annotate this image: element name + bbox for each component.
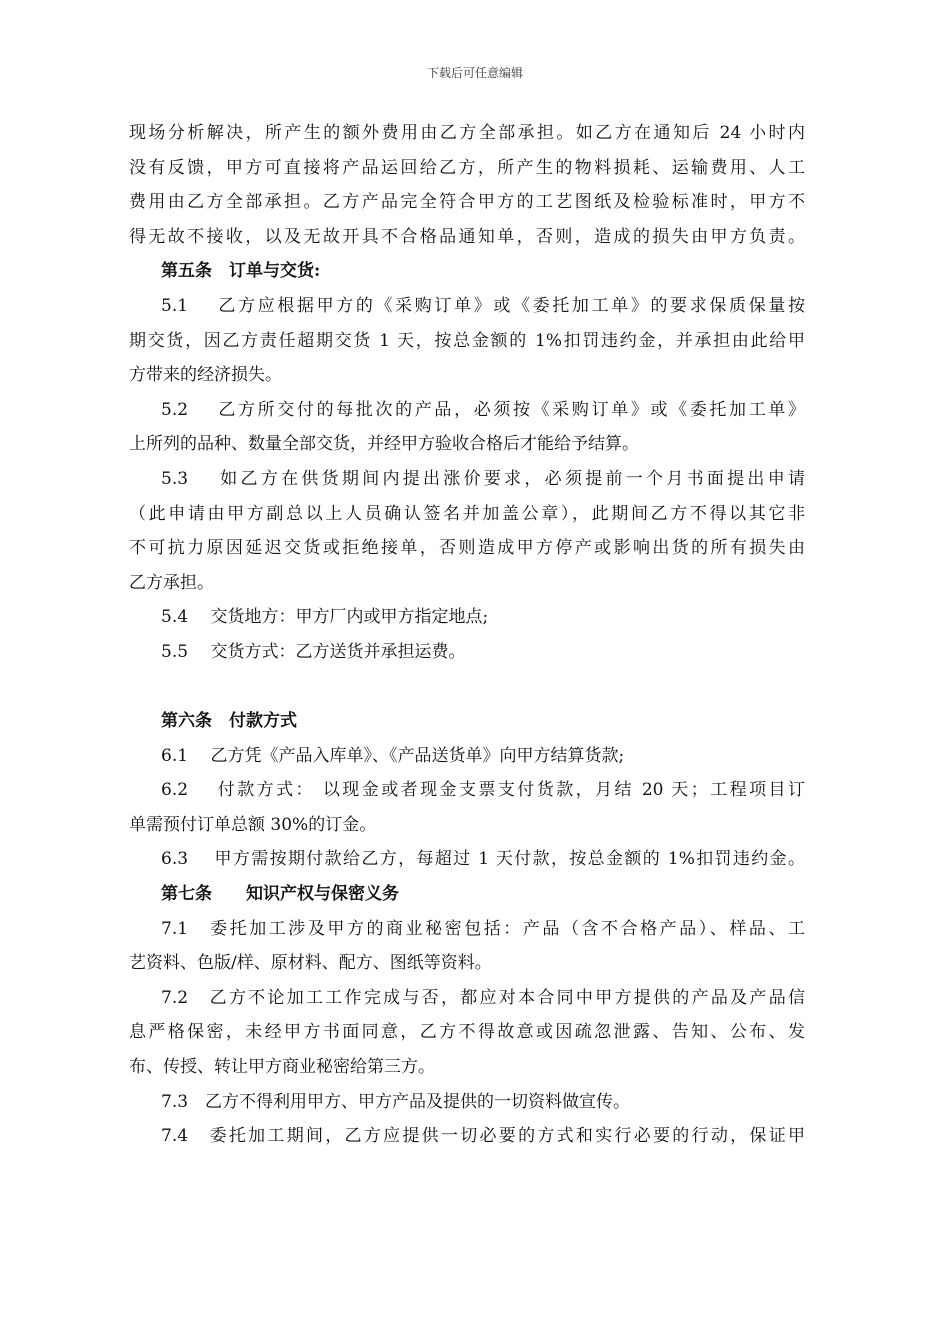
- text-line: 期交货，因乙方责任超期交货 1 天，按总金额的 1%扣罚违约金，并承担由此给甲: [129, 330, 805, 351]
- text-line: 单需预付订单总额 30%的订金。: [129, 814, 377, 835]
- text-line: 得无故不接收，以及无故开具不合格品通知单，否则，造成的损失由甲方负责。: [129, 226, 805, 247]
- blank-line: [129, 670, 805, 705]
- text-line: 上所列的品种、数量全部交货，并经甲方验收合格后才能给予结算。: [129, 434, 639, 455]
- text-line: 乙方承担。: [129, 572, 214, 593]
- text-line: 方带来的经济损失。: [129, 365, 282, 386]
- text-line: 6.2 付款方式： 以现金或者现金支票支付货款，月结 20 天；工程项目订: [161, 780, 805, 801]
- text-line: 7.4 委托加工期间，乙方应提供一切必要的方式和实行必要的行动，保证甲: [161, 1126, 805, 1147]
- document-body: [129, 116, 805, 1154]
- text-line: （此申请由甲方副总以上人员确认签名并加盖公章），此期间乙方不得以其它非: [129, 503, 805, 524]
- text-line: 5.4 交货地方：甲方厂内或甲方指定地点;: [161, 607, 489, 628]
- section-heading: 第五条 订单与交货:: [161, 261, 321, 282]
- text-line: 不可抗力原因延迟交货或拒绝接单，否则造成甲方停产或影响出货的所有损失由: [129, 538, 805, 559]
- text-line: 现场分析解决，所产生的额外费用由乙方全部承担。如乙方在通知后 24 小时内: [129, 123, 805, 143]
- text-line: 5.1 乙方应根据甲方的《采购订单》或《委托加工单》的要求保质保量按: [161, 295, 805, 316]
- text-line: 布、传授、转让甲方商业秘密给第三方。: [129, 1057, 435, 1078]
- text-line: 费用由乙方全部承担。乙方产品完全符合甲方的工艺图纸及检验标准时，甲方不: [129, 192, 805, 213]
- text-line: 没有反馈，甲方可直接将产品运回给乙方，所产生的物料损耗、运输费用、人工: [129, 157, 805, 178]
- text-line: 7.2 乙方不论加工工作完成与否，都应对本合同中甲方提供的产品及产品信: [161, 987, 805, 1008]
- text-line: 息严格保密，未经甲方书面同意，乙方不得故意或因疏忽泄露、告知、公布、发: [129, 1022, 805, 1043]
- section-heading: 第六条 付款方式: [161, 711, 297, 732]
- text-line: 5.5 交货方式：乙方送货并承担运费。: [161, 641, 466, 662]
- text-line: 5.3 如乙方在供货期间内提出涨价要求，必须提前一个月书面提出申请: [161, 468, 805, 489]
- text-line: 艺资料、色版/样、原材料、配方、图纸等资料。: [129, 953, 492, 974]
- text-line: 7.3 乙方不得利用甲方、甲方产品及提供的一切资料做宣传。: [161, 1091, 631, 1112]
- text-line: 7.1 委托加工涉及甲方的商业秘密包括：产品（含不合格产品）、样品、工: [161, 918, 805, 939]
- section-heading: 第七条 知识产权与保密义务: [161, 884, 399, 905]
- text-line: 6.1 乙方凭《产品入库单》、《产品送货单》向甲方结算货款;: [161, 745, 625, 766]
- text-line: 5.2 乙方所交付的每批次的产品，必须按《采购订单》或《委托加工单》: [161, 399, 805, 420]
- page-header: 下载后可任意编辑: [426, 66, 523, 80]
- text-line: 6.3 甲方需按期付款给乙方，每超过 1 天付款，按总金额的 1%扣罚违约金。: [161, 849, 805, 870]
